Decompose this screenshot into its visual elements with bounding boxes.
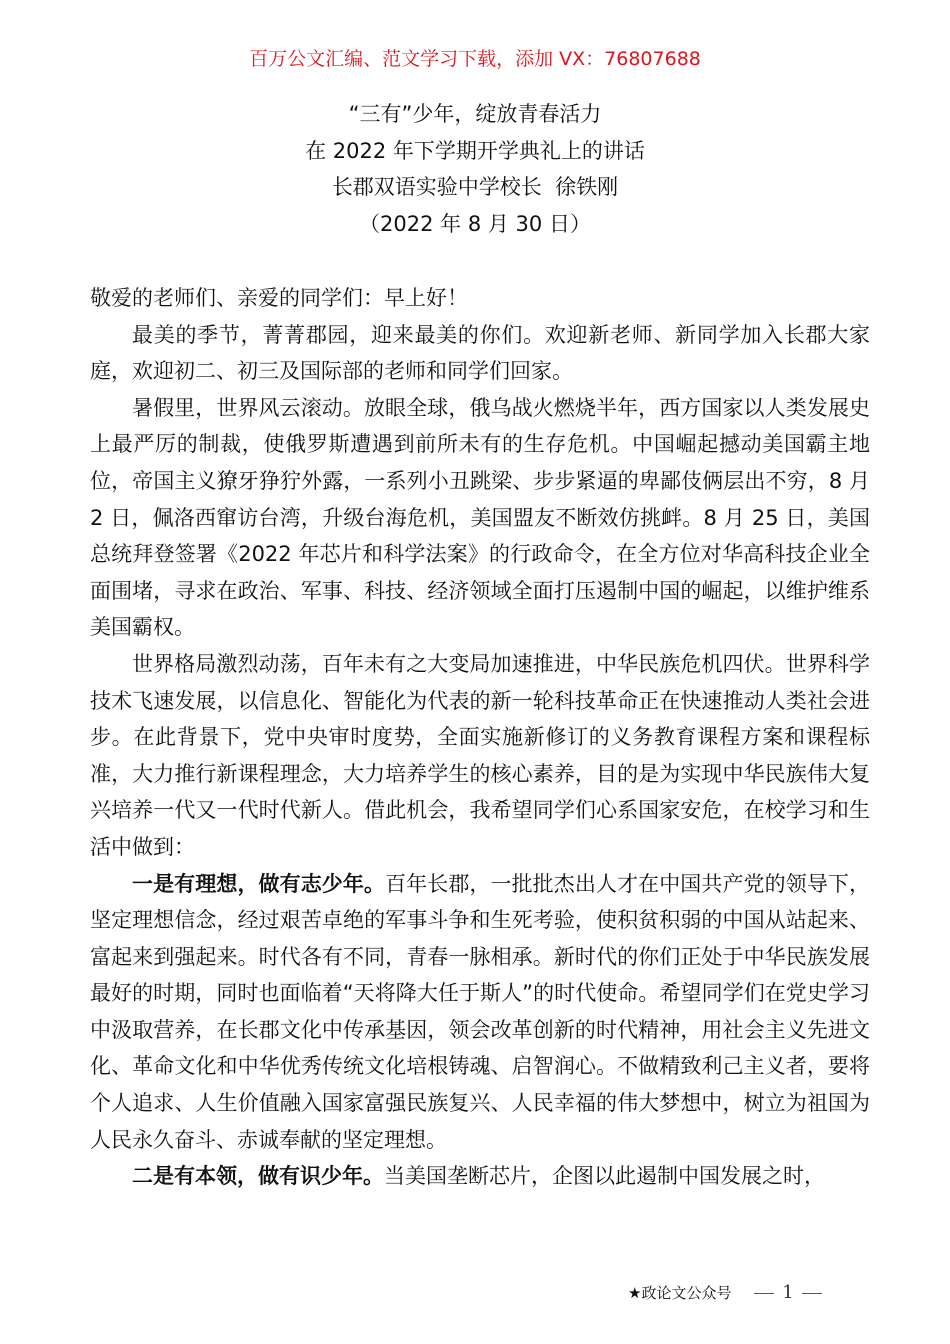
dash-right (802, 1293, 822, 1294)
speaker-line: 长郡双语实验中学校长 徐铁刚 (331, 175, 619, 199)
point-one-text: 百年长郡，一批批杰出人才在中国共产党的领导下，坚定理想信念，经过艰苦卓绝的军事斗争和生死考验，使积贫积弱的中国从站起来、富起来到强起来。时代各有不同，青春一脉相承。新时代的你们正处于中华民族发展最好的时期，同时也面临着“天将降大任于斯人”的时代使命。希望同学们在党史学习中汲取营养，在长郡文化中传承基因，领会改革创新的时代精神，用社会主义先进文化、革命文化和中华优秀传统文化培根铸魂、启智润心。不做精致利己主义者，要将个人追求、人生价值融入国家富强民族复兴、人民幸福的伟大梦想中，树立为祖国为人民永久奋斗、赤诚奉献的坚定理想。 (90, 871, 871, 1152)
page-number-wrapper (746, 1282, 829, 1303)
point-one-heading: 一是有理想，做有志少年。 (132, 871, 386, 896)
document-title-block (0, 96, 950, 242)
speech-subtitle: 在 2022 年下学期开学典礼上的讲话 (305, 138, 645, 163)
speech-date: （2022 年 8 月 30 日） (359, 211, 591, 236)
speech-title: “三有”少年，绽放青春活力 (348, 102, 602, 126)
speech-body (90, 280, 870, 1195)
page-footer (628, 1282, 830, 1303)
dash-left (754, 1293, 774, 1294)
greeting: 敬爱的老师们、亲爱的同学们：早上好！ (90, 286, 468, 310)
point-two-text: 当美国垄断芯片，企图以此遏制中国发展之时， (384, 1164, 825, 1189)
paragraph-welcome: 最美的季节，菁菁郡园，迎来最美的你们。欢迎新老师、新同学加入长郡大家庭，欢迎初二、初三及国际部的老师和同学们回家。 (90, 322, 870, 384)
paragraph-point-two (90, 1158, 870, 1195)
watermark-banner: 百万公文汇编、范文学习下载，添加 VX：76807688 (249, 48, 701, 70)
paragraph-world-situation: 暑假里，世界风云滚动。放眼全球，俄乌战火燃烧半年，西方国家以人类发展史上最严厉的制裁，使俄罗斯遭遇到前所未有的生存危机。中国崛起撼动美国霸主地位，帝国主义獠牙狰狞外露，一系列小丑跳梁、步步紧逼的卑鄙伎俩层出不穷，8 月 2 日，佩洛西窜访台湾，升级台海危机，美国盟友不断效仿挑衅。8 月 25 日，美国总统拜登签署《2022 年芯片和科学法案》的行政命令，在全方位对华高科技企业全面围堵，寻求在政治、军事、科技、经济领域全面打压遏制中国的崛起，以维护维系美国霸权。 (90, 395, 870, 640)
paragraph-context: 世界格局激烈动荡，百年未有之大变局加速推进，中华民族危机四伏。世界科学技术飞速发展，以信息化、智能化为代表的新一轮科技革命正在快速推动人类社会进步。在此背景下，党中央审时度势，全面实施新修订的义务教育课程方案和课程标准，大力推行新课程理念，大力培养学生的核心素养，目的是为实现中华民族伟大复兴培养一代又一代时代新人。借此机会，我希望同学们心系国家安危，在校学习和生活中做到： (90, 651, 870, 859)
point-two-heading: 二是有本领，做有识少年。 (132, 1164, 384, 1189)
paragraph-point-one (90, 866, 870, 1159)
footer-source: ★政论文公众号 (628, 1284, 732, 1302)
page-number: 1 (782, 1282, 794, 1303)
